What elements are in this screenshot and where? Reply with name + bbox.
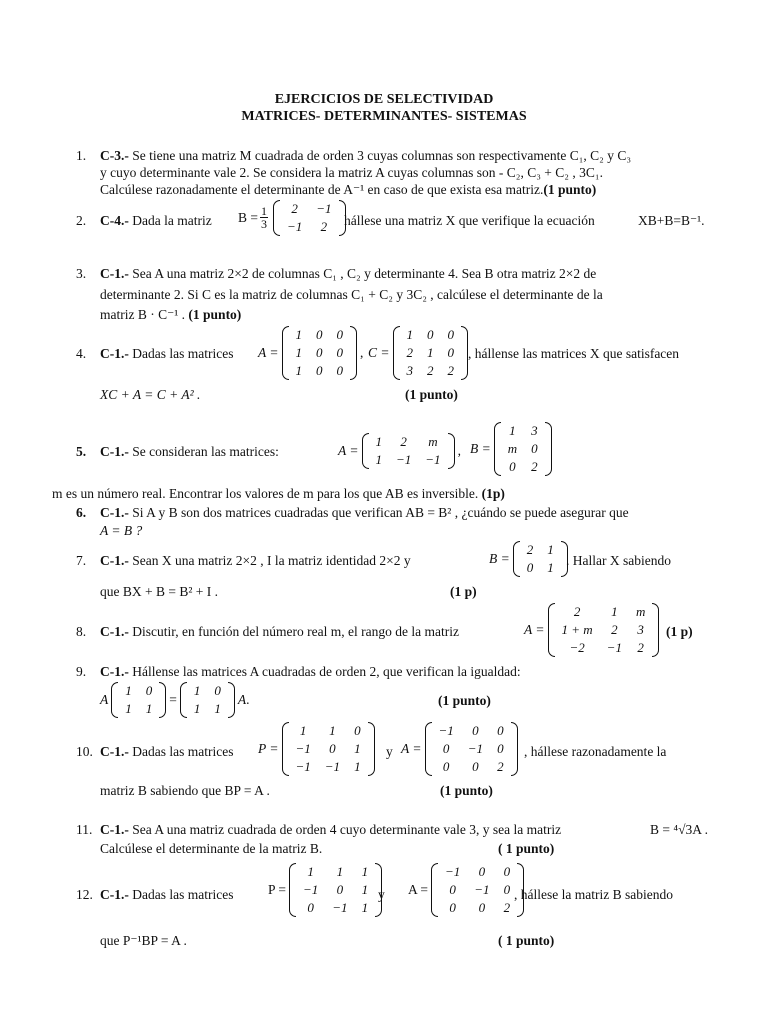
matrix-entry: −1: [332, 899, 348, 915]
left-bracket: [289, 863, 296, 917]
matrix-entry: 1: [354, 758, 361, 774]
matrix-entry: 2: [291, 201, 298, 216]
exercise-code: C-1.-: [100, 744, 129, 759]
matrix-entry: 1: [361, 899, 369, 915]
left-bracket: [425, 722, 432, 776]
matrix-row: [187, 682, 228, 700]
exercise-number: 4.: [76, 346, 87, 361]
exercise-code: C-1.-: [100, 887, 129, 902]
exercise-number: 9.: [76, 664, 87, 679]
exercise-code: C-4.-: [100, 213, 129, 228]
matrix-label: C =: [368, 344, 390, 360]
matrix-entry: 0: [336, 344, 343, 360]
matrix-row: [280, 218, 339, 236]
exercise-text: Discutir, en función del número real m, el rango de la matriz: [128, 624, 459, 639]
matrix-entry: 0: [503, 881, 511, 897]
matrix-row: [501, 458, 545, 476]
matrix-entry: 1: [361, 864, 369, 879]
exercise-text: Sea A una matriz cuadrada de orden 4 cuyo determinante vale 3, y sea la matriz: [128, 822, 562, 837]
exercise-number: 5.: [76, 444, 87, 459]
exercise-number: 7.: [76, 553, 87, 568]
document-title: EJERCICIOS DE SELECTIVIDAD: [274, 92, 494, 107]
matrix: [180, 682, 235, 718]
exercise-points: (1 punto): [440, 783, 493, 798]
exercise-text: Se tiene una matriz M cuadrada de orden 3 cuyas columnas son respectivamente C₁, C₂ y C₃: [128, 148, 632, 163]
left-bracket: [273, 200, 280, 236]
matrix-label: A =: [524, 621, 545, 637]
right-bracket: [368, 722, 375, 776]
matrix-entry: 0: [497, 740, 504, 756]
matrix-entry: 0: [214, 683, 221, 698]
matrix-row: [400, 362, 462, 380]
matrix-label: A =: [258, 344, 279, 360]
matrix-entry: −1: [295, 740, 311, 756]
matrix-entry: 3: [637, 621, 644, 637]
matrix: [513, 541, 568, 577]
matrix-entry: −1: [324, 758, 341, 774]
exercise-points: ( 1 punto): [498, 841, 555, 856]
matrix-entry: 1: [375, 451, 382, 467]
document-page: EJERCICIOS DE SELECTIVIDAD MATRICES- DETERMINANTES- SISTEMAS 1. C-3.- Se tiene una matriz M cuadrada de orden 3 cuyas columnas son respectivamente C₁, C₂ y C₃ y cuyo determinante vale 2. Se considera la matriz A cuyas columnas son - C₂, C₃ + C₂ , 3C₁. Calcúlese razonadamente el determinante de A⁻¹ en caso de que exista esa matriz.(1 punto) 2. C-4.- Dada la matriz B = $\frac{1}{3}$ 2 −1 −1 2 hállese una matriz X que verifique la ecuación XB+B=B⁻¹. 3. C-1.- Sea A una matriz 2×2 de columnas C₁ , C₂ y determinante 4. Sea B otra matriz 2×2 de determinante 2. Si C es la matriz de columnas C₁ + C₂ y 3C₂ , calcúlese el determinante de la matriz B · C⁻¹ . (1 punto) 4. C-1.- Dadas las matrices A = 1 0 0 1 0 0 1 0 0 , C = 1 0 0 2 1 0 3 2 2 , hállense las matrices X que satisfacen XC + A = C + A² . (1 punto) 5. C-1.- Se consideran las matrices: A = 1 2 m 1 −1 −1 , B = 1 3 m 0 0 2 m es un número real. Encontrar los valores de m para los que AB es inversible. (1p) 6. C-1.- Si A y B son dos matrices cuadradas que verifican AB = B² , ¿cuándo se puede asegurar que A = B ? 7. C-1.- Sean X una matriz 2×2 , I la matriz identidad 2×2 y B = 2 1 0 1 . Hallar X sabiendo que BX + B = B² + I . (1 p) 8. C-1.- Discutir, en función del número real m, el rango de la matriz A = 2 1 m 1 + m 2 3 −2 −1 2 (1 p) 9. C-1.- Hállense las matrices A cuadradas de orden 2, que verifican la igualdad: A 1 0 1 1 = 1 0 1 1 A . (1 punto) 10. C-1.- Dadas las matrices P = 1 1 0 −1 0 1 −1 −1 1 y A = −1 0 0 0 −1 0 0 0 2 , hállese razonadamente la matriz B sabiendo que BP = A . (1 punto) 11. C-1.- Sea A una matriz cuadrada de orden 4 cuyo determinante vale 3, y sea la matriz B = ⁴√3A . Calcúlese el determinante de la matriz B. ( 1 punto) 12. C-1.- Dadas las matrices P = 1 1 1 −1 0 1 0 −1 1 y A = −1 0 0 0 −1 0 0 0 2 , hállese la matriz B sabiendo que P⁻¹BP = A . ( 1 punto): [0, 0, 768, 1024]
matrix-entry: 1: [427, 344, 434, 360]
exercise-number: 6.: [76, 505, 87, 520]
matrix-entry: −1: [474, 881, 490, 897]
matrix-entry: 1: [125, 700, 132, 716]
matrix: [548, 603, 660, 657]
matrix-entry: 0: [442, 758, 450, 774]
right-bracket: [448, 433, 455, 469]
exercise-points: (1 punto): [543, 182, 597, 197]
matrix-entries: [400, 326, 462, 380]
exercise-number: 2.: [76, 213, 87, 228]
exercise-text: que P⁻¹BP = A .: [100, 933, 187, 948]
matrix-label: B =: [489, 550, 510, 566]
exercise-number: 11.: [76, 822, 93, 837]
fraction-numerator: 1: [261, 204, 267, 219]
matrix-row: [289, 326, 351, 344]
exercise-text: y cuyo determinante vale 2. Se considera la matriz A cuyas columnas son - C₂, C₃ + C₂ , 3C₁.: [100, 165, 603, 180]
matrix-entry: −1: [438, 723, 454, 738]
exercise-points: (1 punto): [438, 693, 491, 708]
matrix: [282, 722, 375, 776]
exercise-text: Hállense las matrices A cuadradas de orden 2, que verifican la igualdad:: [128, 664, 521, 679]
matrix-entries: [555, 603, 653, 657]
exercise-text: , hállese razonadamente la: [524, 744, 667, 759]
matrix-entry: 0: [329, 740, 336, 756]
matrix-row: [501, 422, 545, 440]
exercise-text: Dadas las matrices: [128, 744, 234, 759]
exercise-text: matriz B sabiendo que BP = A .: [100, 783, 270, 798]
exercise-code: C-1.-: [100, 266, 129, 281]
exercise-text: Sea A una matriz 2×2 de columnas C₁ , C₂ y determinante 4. Sea B otra matriz 2×2 de: [128, 266, 597, 281]
matrix-entry: 0: [316, 344, 323, 360]
exercise-text: Sean X una matriz 2×2 , I la matriz identidad 2×2 y: [128, 553, 411, 568]
matrix-label: P =: [258, 740, 279, 756]
matrix-row: [438, 863, 517, 881]
matrix-entry: −1: [606, 639, 622, 655]
matrix-entry: 0: [531, 440, 538, 456]
left-bracket: [180, 682, 187, 718]
matrix-row: [501, 440, 545, 458]
matrix: [425, 722, 518, 776]
matrix-entry: 0: [336, 327, 343, 342]
matrix-entry: 1: [125, 683, 132, 698]
exercise-code: C-1.-: [100, 346, 129, 361]
matrix-label: B =: [470, 440, 491, 456]
matrix-row: [432, 722, 511, 740]
matrix-entry: 1: [145, 700, 153, 716]
matrix-entry: 1: [329, 723, 336, 738]
matrix-entry: 2: [406, 344, 413, 360]
matrix-entry: 1: [375, 434, 382, 449]
right-bracket: [228, 682, 235, 718]
connector-text: y: [386, 744, 393, 759]
matrix-entry: −1: [316, 201, 332, 216]
exercise-text: Dadas las matrices: [128, 346, 234, 361]
matrix-entries: [432, 722, 511, 776]
matrix-row: [400, 326, 462, 344]
matrix-entry: −1: [467, 740, 484, 756]
matrix-entries: [520, 541, 561, 577]
exercise-code: C-3.-: [100, 148, 129, 163]
right-bracket: [652, 603, 659, 657]
matrix-entry: 1: [354, 740, 361, 756]
matrix-row: [118, 682, 159, 700]
left-bracket: [282, 722, 289, 776]
matrix-entry: 0: [447, 327, 454, 342]
matrix-label: P =: [268, 881, 286, 897]
matrix-row: [289, 722, 368, 740]
matrix-entry: m: [507, 440, 518, 456]
matrix: [362, 433, 455, 469]
matrix-entry: 1: [336, 864, 344, 879]
exercise-text: que BX + B = B² + I .: [100, 584, 219, 599]
matrix-row: [520, 541, 561, 559]
matrix-entry: −1: [303, 881, 319, 897]
matrix-entry: 0: [427, 327, 434, 342]
matrix-entry: 0: [447, 344, 454, 360]
exercise-text: Si A y B son dos matrices cuadradas que verifican AB = B² , ¿cuándo se puede asegurar que: [128, 505, 629, 520]
matrix-label: A =: [338, 442, 359, 458]
matrix-entry: 2: [447, 362, 454, 378]
exercise-number: 1.: [76, 148, 87, 163]
right-bracket: [350, 326, 357, 380]
left-bracket: [431, 863, 438, 917]
matrix-entry: 2: [637, 639, 644, 655]
matrix-entries: [296, 863, 375, 917]
matrix-row: [438, 881, 517, 899]
matrix-entry: m: [428, 434, 438, 449]
matrix-entry: 2: [503, 899, 511, 915]
exercise-number: 12.: [76, 887, 93, 902]
matrix-row: [400, 344, 462, 362]
matrix-entries: [187, 682, 228, 718]
matrix: [273, 200, 346, 236]
matrix-entry: −1: [295, 758, 311, 774]
exercise-text: hállese una matriz X que verifique la ecuación: [344, 213, 595, 228]
right-bracket: [545, 422, 552, 476]
equation: XC + A = C + A² .: [100, 387, 201, 402]
matrix-entry: −1: [425, 451, 441, 467]
left-bracket: [111, 682, 118, 718]
exercise-text: Dadas las matrices: [128, 887, 234, 902]
matrix-entry: 0: [472, 758, 479, 774]
matrix-entry: 1: [361, 881, 369, 897]
left-bracket: [362, 433, 369, 469]
equation: B = ⁴√3A .: [650, 822, 708, 837]
matrix-entry: 1: [295, 327, 302, 342]
document-subtitle: MATRICES- DETERMINANTES- SISTEMAS: [241, 109, 527, 124]
fraction-denominator: 3: [261, 217, 267, 232]
matrix-entry: 0: [509, 458, 516, 474]
matrix-entry: 0: [336, 362, 343, 378]
exercise-number: 3.: [76, 266, 87, 281]
matrix-row: [432, 758, 511, 776]
exercise-text: . Hallar X sabiendo: [566, 553, 671, 568]
matrix-row: [296, 881, 375, 899]
matrix-entry: −1: [445, 864, 461, 879]
matrix-label: A =: [408, 881, 428, 897]
matrix: [111, 682, 166, 718]
matrix-entry: 1: [193, 683, 201, 698]
matrix-entry: 0: [336, 881, 344, 897]
matrix-row: [432, 740, 511, 758]
exercise-text: m es un número real. Encontrar los valores de m para los que AB es inversible.: [52, 486, 479, 501]
matrix-entry: 2: [531, 458, 538, 474]
matrix-row: [118, 700, 159, 718]
matrix-entry: 2: [427, 362, 434, 378]
matrix-entry: 0: [478, 864, 486, 879]
matrix-entry: 3: [531, 423, 538, 438]
matrix-entry: 1: [509, 423, 516, 438]
matrix-row: [296, 899, 375, 917]
matrix-entries: [289, 326, 351, 380]
right-bracket: [511, 722, 518, 776]
connector-text: y: [378, 887, 385, 902]
matrix-entry: 3: [406, 362, 413, 378]
exercise-text: , hállese la matriz B sabiendo: [514, 887, 673, 902]
exercise-points: (1 p): [450, 584, 477, 599]
left-bracket: [548, 603, 555, 657]
exercise-code: C-1.-: [100, 624, 129, 639]
matrix-entry: 1: [193, 700, 201, 716]
matrix-entry: 0: [316, 362, 323, 378]
matrix-entry: 0: [449, 881, 456, 897]
exercise-text: matriz B · C⁻¹ .: [100, 307, 186, 322]
exercise-points: (1 p): [666, 624, 693, 639]
right-bracket: [159, 682, 166, 718]
left-bracket: [494, 422, 501, 476]
exercise-points: ( 1 punto): [498, 933, 555, 948]
matrix-entry: 1: [299, 723, 307, 738]
matrix-row: [280, 200, 339, 218]
matrix-label: A =: [401, 740, 422, 756]
exercise-text: determinante 2. Si C es la matriz de columnas C₁ + C₂ y 3C₂ , calcúlese el determinante de la: [100, 287, 603, 302]
matrix-entry: 0: [497, 723, 504, 738]
matrix-entry: 0: [472, 723, 479, 738]
matrix-row: [289, 344, 351, 362]
matrix-row: [296, 863, 375, 881]
matrix-entry: 2: [497, 758, 504, 774]
exercise-text: Dada la matriz: [128, 213, 212, 228]
matrix: [282, 326, 358, 380]
matrix-entry: 0: [442, 740, 450, 756]
matrix-entry: 1: [214, 700, 221, 716]
exercise-text: Calcúlese el determinante de la matriz B.: [100, 841, 323, 856]
matrix-entry: 0: [478, 899, 486, 915]
exercise-text: , hállense las matrices X que satisfacen: [468, 346, 680, 361]
matrix-entry: 1: [295, 362, 302, 378]
matrix-entry: 0: [526, 559, 534, 575]
matrix-entry: 1: [307, 864, 314, 879]
exercise-points: (1p): [481, 486, 505, 501]
matrix-row: [369, 433, 448, 451]
left-bracket: [393, 326, 400, 380]
matrix-entry: 2: [526, 542, 534, 557]
exercise-code: C-1.-: [100, 505, 129, 520]
matrix-entry: 0: [145, 683, 153, 698]
exercise-number: 8.: [76, 624, 87, 639]
exercise-code: C-1.-: [100, 444, 129, 459]
matrix-entry: 1: [611, 604, 618, 619]
matrix-entry: 2: [611, 621, 618, 637]
matrix: [431, 863, 524, 917]
exercise-points: (1 punto): [405, 387, 458, 402]
matrix-entry: 0: [449, 899, 456, 915]
equation: XB+B=B⁻¹.: [638, 213, 705, 228]
matrix: [393, 326, 469, 380]
matrix-entry: 1 + m: [561, 621, 593, 637]
matrix-entries: [501, 422, 545, 476]
exercise-points: (1 punto): [188, 307, 242, 322]
matrix-row: [289, 758, 368, 776]
matrix-row: [438, 899, 517, 917]
matrix-row: [555, 639, 653, 657]
matrix-row: [187, 700, 228, 718]
exercise-code: C-1.-: [100, 664, 129, 679]
matrix-entries: [369, 433, 448, 469]
matrix-entry: 2: [320, 218, 328, 234]
matrix-entry: 0: [316, 327, 323, 342]
matrix-entry: 0: [354, 723, 361, 738]
right-bracket: [461, 326, 468, 380]
matrix: [494, 422, 552, 476]
matrix-entry: −1: [287, 218, 303, 234]
matrix-entry: 1: [547, 542, 554, 557]
matrix-row: [289, 740, 368, 758]
exercise-code: C-1.-: [100, 822, 129, 837]
matrix-entry: 2: [573, 604, 581, 619]
matrix-entry: 1: [295, 344, 302, 360]
matrix-entry: 1: [406, 327, 413, 342]
matrix-row: [555, 603, 653, 621]
matrix-entry: 1: [547, 559, 554, 575]
matrix-row: [369, 451, 448, 469]
matrix-entries: [280, 200, 339, 236]
matrix-entry: −1: [396, 451, 412, 467]
exercise-number: 10.: [76, 744, 93, 759]
matrix-entry: −2: [569, 639, 585, 655]
left-bracket: [282, 326, 289, 380]
matrix-entry: 0: [503, 864, 511, 879]
exercise-text: Calcúlese razonadamente el determinante de A⁻¹ en caso de que exista esa matriz.: [100, 182, 544, 197]
exercise-text: Se consideran las matrices:: [128, 444, 279, 459]
matrix-row: [520, 559, 561, 577]
matrix-label: B =: [238, 209, 258, 225]
matrix: [289, 863, 382, 917]
matrix-entries: [118, 682, 159, 718]
matrix-entries: [289, 722, 368, 776]
exercise-code: C-1.-: [100, 553, 129, 568]
matrix-entry: m: [635, 604, 646, 619]
matrix-row: [555, 621, 653, 639]
matrix-entry: 2: [400, 434, 407, 449]
matrix-row: [289, 362, 351, 380]
matrix-entry: 0: [307, 899, 314, 915]
exercise-text: A = B ?: [100, 523, 143, 538]
left-bracket: [513, 541, 520, 577]
matrix-entries: [438, 863, 517, 917]
